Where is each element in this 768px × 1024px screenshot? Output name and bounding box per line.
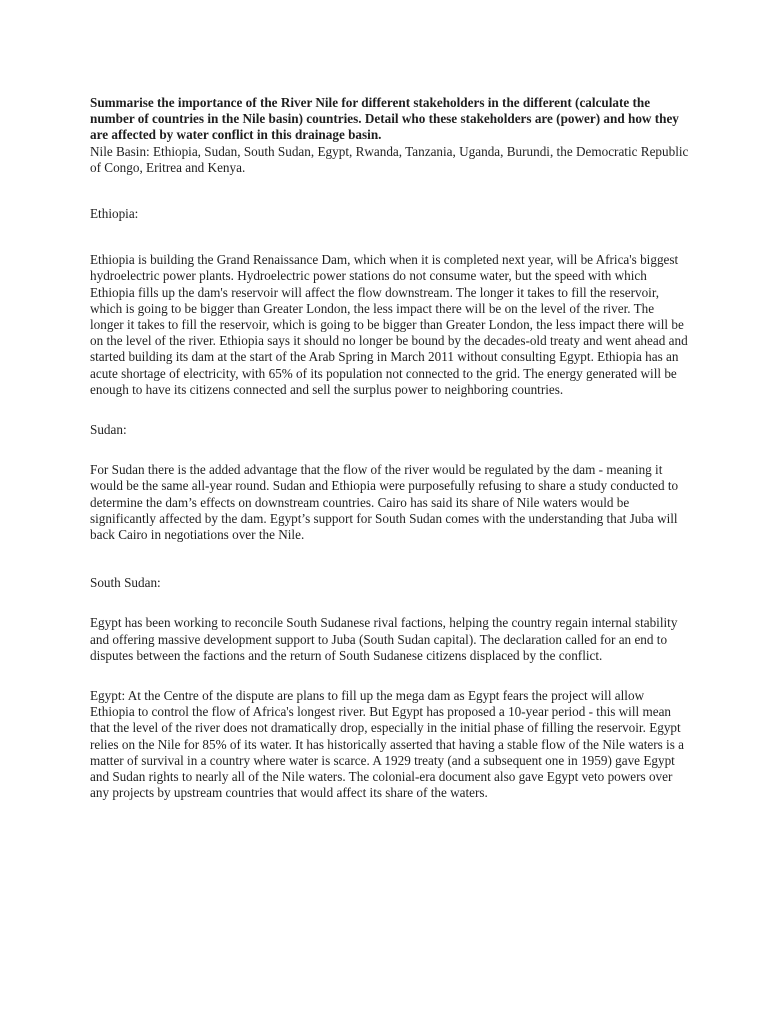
south-sudan-heading: South Sudan:: [90, 575, 161, 591]
spacer: [90, 398, 690, 422]
document-page: [90, 95, 690, 802]
spacer: [90, 176, 690, 206]
spacer: [90, 591, 690, 615]
spacer: [90, 438, 690, 462]
question-text: Summarise the importance of the River Nile for different stakeholders in the different (calculate the number of countries in the Nile basin) countries. Detail who these stakeholders are (power) and how they are affected by water conflict in this drainage basin.: [90, 95, 679, 143]
spacer: [90, 664, 690, 688]
spacer: [90, 222, 690, 252]
sudan-paragraph: For Sudan there is the added advantage that the flow of the river would be regulated by the dam - meaning it would be the same all-year round. Sudan and Ethiopia were purposefully refusing to share a study conducted to determine the dam’s effects on downstream countries. Cairo has said its share of Nile waters would be significantly affected by the dam. Egypt’s support for South Sudan comes with the understanding that Juba will back Cairo in negotiations over the Nile.: [90, 462, 679, 543]
ethiopia-heading: Ethiopia:: [90, 206, 139, 222]
egypt-paragraph: Egypt: At the Centre of the dispute are plans to fill up the mega dam as Egypt fears the project will allow Ethiopia to control the flow of Africa's longest river. But Egypt has proposed a 10-year period - this will mean that the level of the river does not dramatically drop, especially in the initial phase of filling the reservoir. Egypt relies on the Nile for 85% of its water. It has historically asserted that having a stable flow of the Nile waters is a matter of survival in a country where water is scarce. A 1929 treaty (and a subsequent one in 1959) gave Egypt and Sudan rights to nearly all of the Nile waters. The colonial-era document also gave Egypt veto powers over any projects by upstream countries that would affect its share of the waters.: [90, 688, 684, 801]
sudan-heading: Sudan:: [90, 422, 127, 438]
nile-basin-countries: Nile Basin: Ethiopia, Sudan, South Sudan, Egypt, Rwanda, Tanzania, Uganda, Burundi, the Democratic Republic of Congo, Eritrea and Kenya.: [90, 143, 689, 175]
spacer: [90, 543, 690, 575]
ethiopia-paragraph: Ethiopia is building the Grand Renaissance Dam, which when it is completed next year, will be Africa's biggest hydroelectric power plants. Hydroelectric power stations do not consume water, but the speed with which Ethiopia fills up the dam's reservoir will affect the flow downstream. The longer it takes to fill the reservoir, which is going to be bigger than Greater London, the less impact there will be on the level of the river. The longer it takes to fill the reservoir, which is going to be bigger than Greater London, the less impact there will be on the level of the river. Ethiopia says it should no longer be bound by the decades-old treaty and went ahead and started building its dam at the start of the Arab Spring in March 2011 without consulting Egypt. Ethiopia has an acute shortage of electricity, with 65% of its population not connected to the grid. The energy generated will be enough to have its citizens connected and sell the surplus power to neighboring countries.: [90, 252, 688, 397]
south-sudan-paragraph: Egypt has been working to reconcile South Sudanese rival factions, helping the country regain internal stability and offering massive development support to Juba (South Sudan capital). The declaration called for an end to disputes between the factions and the return of South Sudanese citizens displaced by the conflict.: [90, 615, 678, 663]
